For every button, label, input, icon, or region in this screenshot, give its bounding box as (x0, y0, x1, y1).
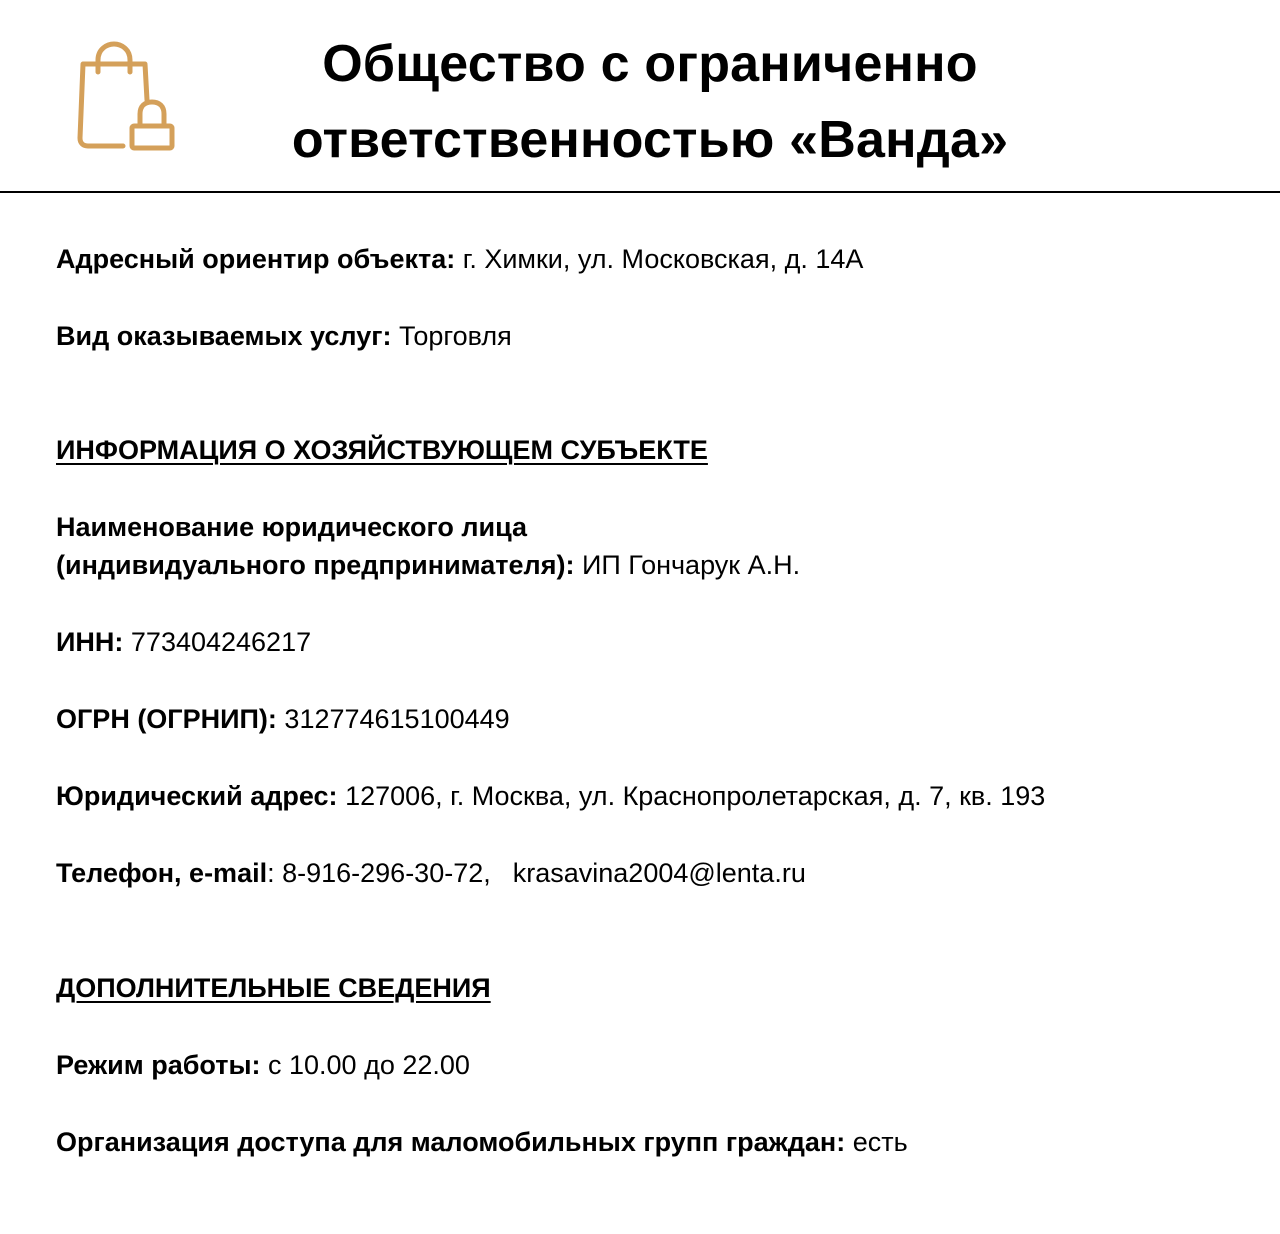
page-title-line-1: Общество с ограниченно (322, 35, 978, 93)
working-hours-label: Режим работы: (56, 1050, 261, 1080)
page-title (180, 26, 1120, 178)
accessibility-row (56, 1123, 908, 1161)
page-header (0, 0, 1280, 193)
service-type-value: Торговля (391, 321, 512, 351)
entity-name-label-line-2: (индивидуального предпринимателя): (56, 550, 575, 580)
legal-address-value: 127006, г. Москва, ул. Краснопролетарская, д. 7, кв. 193 (337, 781, 1046, 811)
shopping-bag-lock-icon (74, 40, 176, 152)
legal-address-label: Юридический адрес: (56, 781, 338, 811)
accessibility-value: есть (845, 1127, 908, 1157)
page-title-line-2: ответственностью «Ванда» (291, 111, 1009, 169)
object-address-label: Адресный ориентир объекта: (56, 244, 456, 274)
ogrn-label: ОГРН (ОГРНИП): (56, 704, 277, 734)
entity-name-row (56, 546, 800, 584)
inn-value: 773404246217 (123, 627, 312, 657)
contacts-phone: : 8-916-296-30-72, (267, 858, 491, 888)
service-type-label: Вид оказываемых услуг: (56, 321, 392, 351)
entity-name-value: ИП Гончарук А.Н. (574, 550, 801, 580)
additional-section-heading (56, 969, 491, 1007)
entity-section-heading (56, 431, 708, 469)
contacts-email: krasavina2004@lenta.ru (512, 858, 806, 888)
service-type-row (56, 317, 512, 355)
ogrn-row (56, 700, 510, 738)
inn-row (56, 623, 311, 661)
contacts-row (56, 854, 806, 892)
working-hours-row (56, 1046, 470, 1084)
accessibility-label: Организация доступа для маломобильных групп граждан: (56, 1127, 846, 1157)
inn-label: ИНН: (56, 627, 124, 657)
entity-section-heading-text: ИНФОРМАЦИЯ О ХОЗЯЙСТВУЮЩЕМ СУБЪЕКТЕ (56, 435, 708, 465)
ogrn-value: 312774615100449 (276, 704, 510, 734)
entity-name-label-line-1-row (56, 508, 527, 546)
contacts-label: Телефон, e-mail (56, 858, 268, 888)
legal-address-row (56, 777, 1045, 815)
entity-name-label-line-1: Наименование юридического лица (56, 512, 528, 542)
object-address-value: г. Химки, ул. Московская, д. 14А (455, 244, 864, 274)
working-hours-value: с 10.00 до 22.00 (260, 1050, 470, 1080)
object-address-row (56, 240, 863, 278)
additional-section-heading-text: ДОПОЛНИТЕЛЬНЫЕ СВЕДЕНИЯ (56, 973, 491, 1003)
